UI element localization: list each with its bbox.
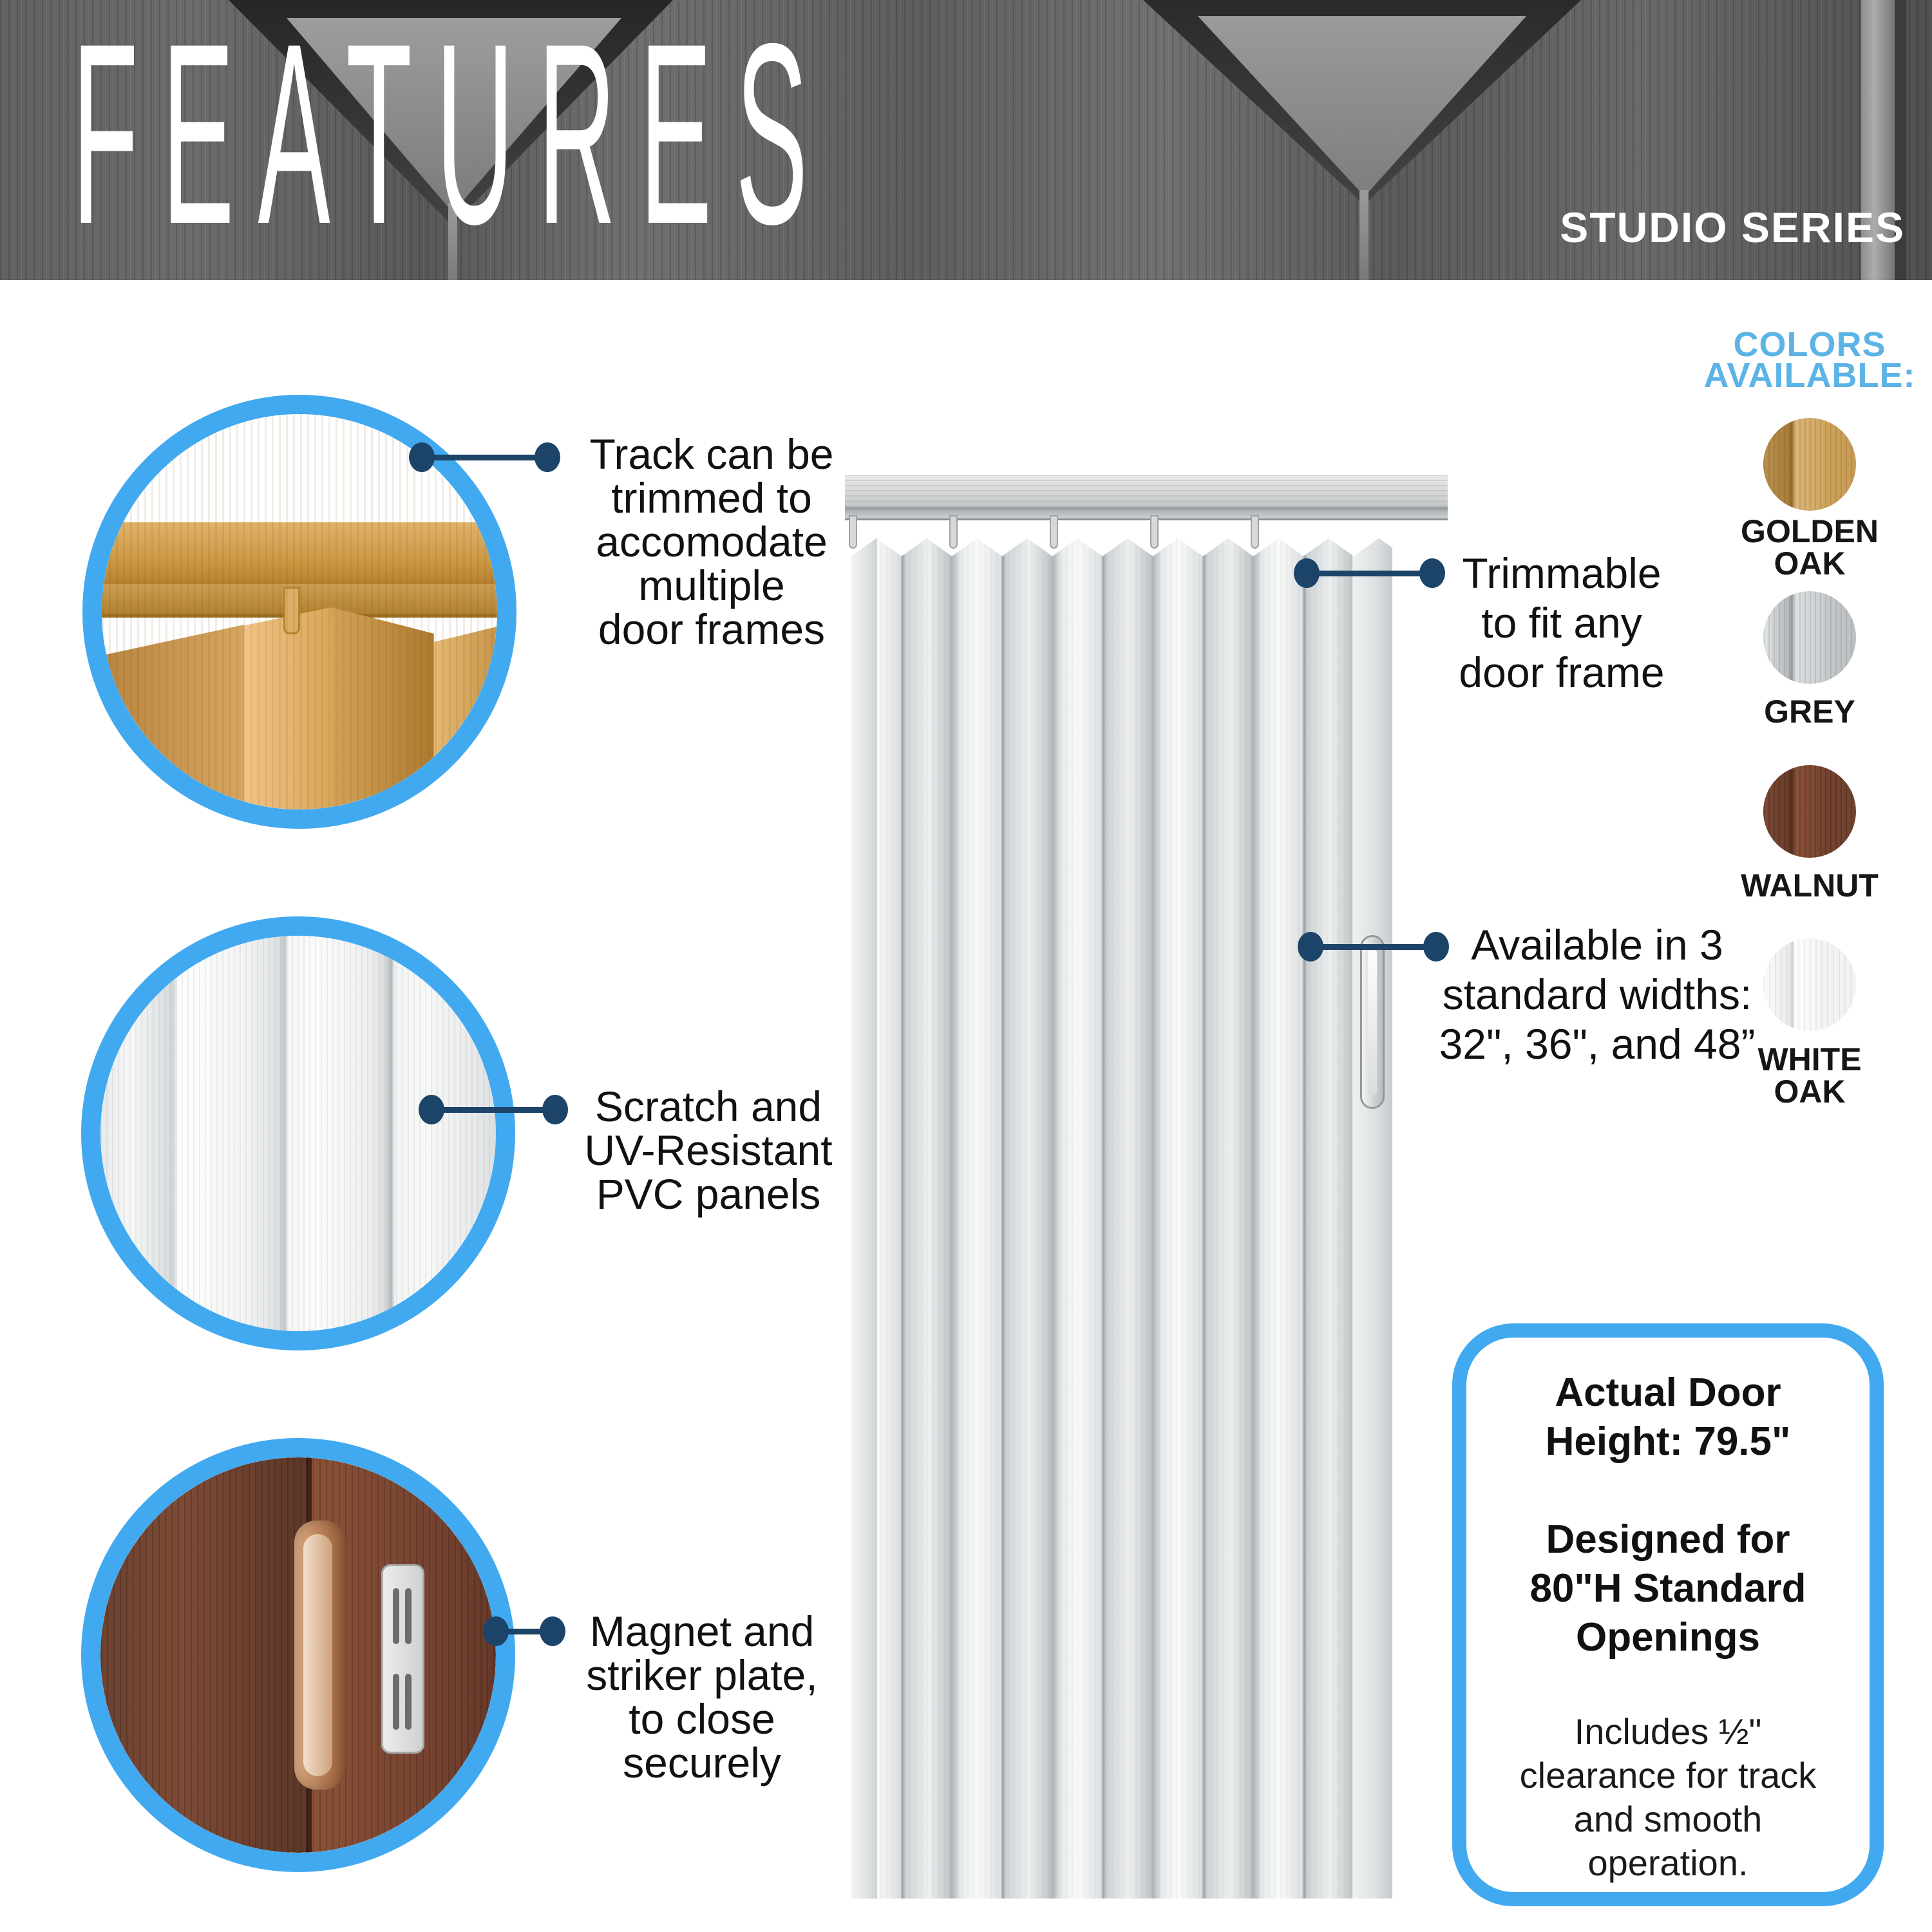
- swatch-walnut-texture: [1763, 765, 1856, 858]
- feature-circle-pvc: [81, 916, 515, 1350]
- magnet-striker-plate: [381, 1564, 425, 1754]
- callout-track-dot-start: [409, 442, 435, 472]
- banner-door-seam-right: [1359, 190, 1368, 280]
- door-panel-top-zigzag: [851, 520, 1392, 556]
- info-box: [1452, 1323, 1884, 1906]
- door-track-recess: [845, 510, 1448, 520]
- circle-image-white-pvc-panels: [100, 936, 496, 1331]
- swatch-label-white-oak: WHITE OAK: [1757, 1041, 1862, 1110]
- info-box-designed-for: Designed for 80"H Standard Openings: [1530, 1517, 1806, 1660]
- callout-pvc-dot-start: [419, 1095, 444, 1124]
- striker-slot: [405, 1674, 412, 1730]
- callout-widths-dot-start: [1298, 932, 1323, 961]
- door-handle-image: [294, 1520, 346, 1790]
- swatch-label-golden-oak: GOLDEN OAK: [1741, 513, 1879, 582]
- swatch-grey-texture: [1763, 591, 1856, 684]
- callout-magnet-text: Magnet and striker plate, to close securely: [586, 1607, 818, 1786]
- wood-grain-overlay: [102, 414, 497, 810]
- door-handle-highlight: [1368, 949, 1377, 1095]
- page-title: FEATURES: [72, 0, 832, 278]
- door-handle-face: [303, 1534, 332, 1776]
- callout-trimmable-text: Trimmable to fit any door frame: [1459, 549, 1665, 696]
- wood-grain-overlay: [100, 936, 496, 1331]
- swatch-grey: [1763, 591, 1856, 684]
- swatch-white-oak: [1763, 938, 1856, 1031]
- circle-image-walnut-handle: [100, 1457, 496, 1853]
- door-hanger-hook: [949, 515, 958, 549]
- callout-trimmable-dot-start: [1294, 558, 1320, 588]
- swatch-label-grey: GREY: [1764, 694, 1855, 730]
- circle-image-golden-oak-track: [102, 414, 497, 810]
- swatch-white-oak-texture: [1763, 938, 1856, 1031]
- door-track: [845, 475, 1448, 510]
- series-label: STUDIO SERIES: [1560, 204, 1905, 251]
- callout-pvc-text: Scratch and UV-Resistant PVC panels: [584, 1083, 833, 1218]
- info-box-clearance-note: Includes ½" clearance for track and smooth operation.: [1519, 1711, 1817, 1883]
- door-hanger-hook: [1251, 515, 1259, 549]
- swatch-golden-oak: [1763, 418, 1856, 511]
- door-hanger-hook: [849, 515, 857, 549]
- door-illustration: [845, 475, 1448, 1899]
- door-accordion-panels: [851, 520, 1392, 1899]
- banner: [0, 0, 1932, 280]
- door-handle: [1360, 935, 1385, 1109]
- swatch-label-walnut: WALNUT: [1741, 867, 1879, 904]
- door-left-jamb: [851, 520, 877, 1899]
- swatch-golden-oak-texture: [1763, 418, 1856, 511]
- door-hanger-hook: [1150, 515, 1159, 549]
- swatch-walnut: [1763, 765, 1856, 858]
- callout-widths-text: Available in 3 standard widths: 32", 36", and 48”: [1439, 921, 1756, 1068]
- callout-magnet-dot-start: [483, 1616, 509, 1646]
- striker-slot: [393, 1588, 399, 1644]
- feature-circle-magnet: [81, 1438, 515, 1872]
- info-box-door-height: Actual Door Height: 79.5": [1545, 1370, 1791, 1464]
- door-lead-stile: [1352, 520, 1392, 1899]
- striker-slot: [405, 1588, 412, 1644]
- door-hanger-hook: [1050, 515, 1058, 549]
- striker-slot: [393, 1674, 399, 1730]
- callout-track-text: Track can be trimmed to accomodate multiple door frames: [589, 430, 834, 653]
- colors-available-header: COLORS AVAILABLE:: [1703, 325, 1916, 395]
